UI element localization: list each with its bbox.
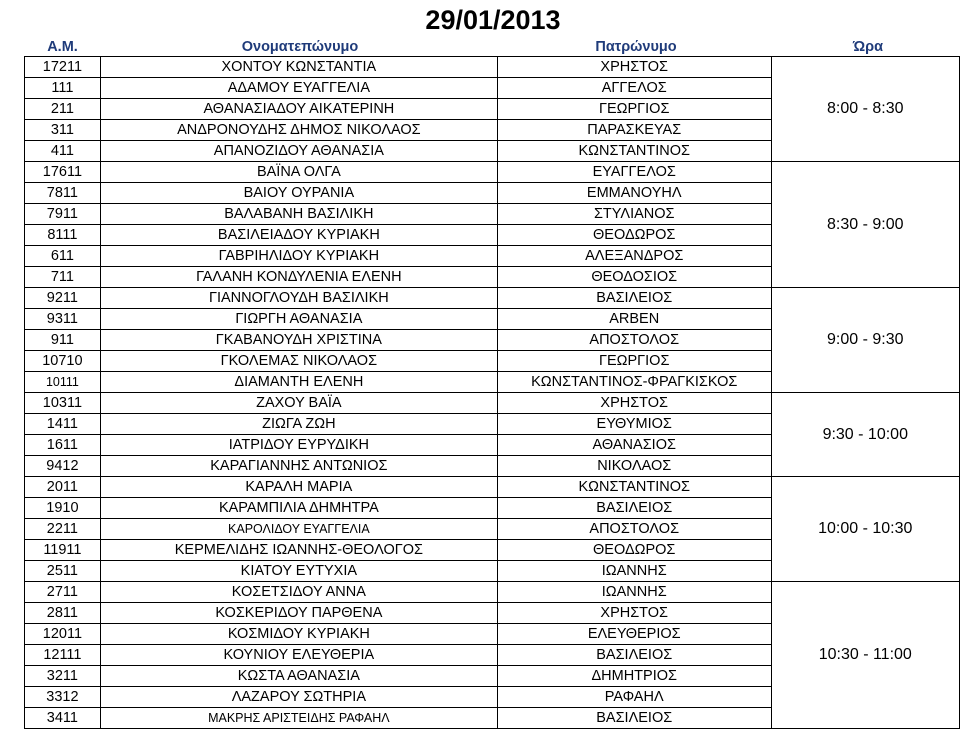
time-slot: 10:00 - 10:30 [771,477,959,582]
time-slot: 8:00 - 8:30 [771,57,959,162]
row-name: ΚΑΡΑΛΗ ΜΑΡΙΑ [100,477,497,498]
row-code: 9211 [25,288,101,309]
row-father: ΔΗΜΗΤΡΙΟΣ [497,666,771,687]
row-father: ARBEN [497,309,771,330]
row-code: 611 [25,246,101,267]
row-code: 1611 [25,435,101,456]
time-slot: 9:30 - 10:00 [771,393,959,477]
row-father: ΘΕΟΔΩΡΟΣ [497,225,771,246]
row-code: 911 [25,330,101,351]
row-father: ΑΓΓΕΛΟΣ [497,78,771,99]
row-code: 12011 [25,624,101,645]
row-name: ΑΝΔΡΟΝΟΥΔΗΣ ΔΗΜΟΣ ΝΙΚΟΛΑΟΣ [100,120,497,141]
row-code: 2211 [25,519,101,540]
row-code: 17211 [25,57,101,78]
row-father: ΧΡΗΣΤΟΣ [497,57,771,78]
row-code: 9311 [25,309,101,330]
row-father: ΚΩΝΣΤΑΝΤΙΝΟΣ [497,477,771,498]
row-name: ΑΠΑΝΟΖΙΔΟΥ ΑΘΑΝΑΣΙΑ [100,141,497,162]
table-row [25,162,960,183]
row-father: ΘΕΟΔΩΡΟΣ [497,540,771,561]
table-row [25,288,960,309]
table-row [25,582,960,603]
row-code: 411 [25,141,101,162]
row-father: ΚΩΝΣΤΑΝΤΙΝΟΣ [497,141,771,162]
row-code: 1910 [25,498,101,519]
row-code: 10311 [25,393,101,414]
row-code: 111 [25,78,101,99]
row-name: ΚΑΡΑΓΙΑΝΝΗΣ ΑΝΤΩΝΙΟΣ [100,456,497,477]
row-father: ΧΡΗΣΤΟΣ [497,393,771,414]
row-name: ΑΔΑΜΟΥ ΕΥΑΓΓΕΛΙΑ [100,78,497,99]
header-am: Α.Μ. [47,39,78,55]
row-code: 9412 [25,456,101,477]
row-name: ΚΟΣΕΤΣΙΔΟΥ ΑΝΝΑ [100,582,497,603]
row-father: ΠΑΡΑΣΚΕΥΑΣ [497,120,771,141]
row-name: ΓΚΑΒΑΝΟΥΔΗ ΧΡΙΣΤΙΝΑ [100,330,497,351]
row-father: ΙΩΑΝΝΗΣ [497,582,771,603]
row-name: ΧΟΝΤΟΥ ΚΩΝΣΤΑΝΤΙΑ [100,57,497,78]
row-name: ΜΑΚΡΗΣ ΑΡΙΣΤΕΙΔΗΣ ΡΑΦΑΗΛ [100,708,497,729]
header-name: Ονοματεπώνυμο [241,39,359,55]
row-father: ΕΥΑΓΓΕΛΟΣ [497,162,771,183]
row-father: ΓΕΩΡΓΙΟΣ [497,351,771,372]
schedule-table [24,56,960,729]
row-father: ΒΑΣΙΛΕΙΟΣ [497,645,771,666]
row-father: ΧΡΗΣΤΟΣ [497,603,771,624]
row-code: 7911 [25,204,101,225]
row-code: 10111 [25,372,101,393]
row-code: 3411 [25,708,101,729]
row-code: 311 [25,120,101,141]
row-name: ΖΙΩΓΑ ΖΩΗ [100,414,497,435]
row-code: 3312 [25,687,101,708]
row-name: ΒΑΣΙΛΕΙΑΔΟΥ ΚΥΡΙΑΚΗ [100,225,497,246]
page-title-date: 29/01/2013 [425,5,561,35]
row-code: 10710 [25,351,101,372]
row-father: ΕΥΘΥΜΙΟΣ [497,414,771,435]
row-name: ΒΑΙΟΥ ΟΥΡΑΝΙΑ [100,183,497,204]
time-slot: 9:00 - 9:30 [771,288,959,393]
row-code: 12111 [25,645,101,666]
row-code: 1411 [25,414,101,435]
row-father: ΝΙΚΟΛΑΟΣ [497,456,771,477]
row-code: 2511 [25,561,101,582]
row-father: ΒΑΣΙΛΕΙΟΣ [497,288,771,309]
row-name: ΚΟΣΜΙΔΟΥ ΚΥΡΙΑΚΗ [100,624,497,645]
row-name: ΒΑΛΑΒΑΝΗ ΒΑΣΙΛΙΚΗ [100,204,497,225]
row-code: 2811 [25,603,101,624]
row-code: 2011 [25,477,101,498]
row-name: ΖΑΧΟΥ ΒΑΪΑ [100,393,497,414]
row-code: 17611 [25,162,101,183]
row-name: ΔΙΑΜΑΝΤΗ ΕΛΕΝΗ [100,372,497,393]
row-name: ΙΑΤΡΙΔΟΥ ΕΥΡΥΔΙΚΗ [100,435,497,456]
row-code: 2711 [25,582,101,603]
row-name: ΓΙΩΡΓΗ ΑΘΑΝΑΣΙΑ [100,309,497,330]
row-name: ΑΘΑΝΑΣΙΑΔΟΥ ΑΙΚΑΤΕΡΙΝΗ [100,99,497,120]
row-name: ΒΑΪΝΑ ΟΛΓΑ [100,162,497,183]
row-name: ΚΕΡΜΕΛΙΔΗΣ ΙΩΑΝΝΗΣ-ΘΕΟΛΟΓΟΣ [100,540,497,561]
row-father: ΣΤΥΛΙΑΝΟΣ [497,204,771,225]
header-father: Πατρώνυμο [595,39,677,55]
row-father: ΒΑΣΙΛΕΙΟΣ [497,498,771,519]
row-name: ΚΩΣΤΑ ΑΘΑΝΑΣΙΑ [100,666,497,687]
row-name: ΓΑΒΡΙΗΛΙΔΟΥ ΚΥΡΙΑΚΗ [100,246,497,267]
row-code: 211 [25,99,101,120]
table-row [25,57,960,78]
row-name: ΚΟΥΝΙΟΥ ΕΛΕΥΘΕΡΙΑ [100,645,497,666]
row-father: ΕΜΜΑΝΟΥΗΛ [497,183,771,204]
row-name: ΚΙΑΤΟΥ ΕΥΤΥΧΙΑ [100,561,497,582]
row-father: ΚΩΝΣΤΑΝΤΙΝΟΣ-ΦΡΑΓΚΙΣΚΟΣ [497,372,771,393]
row-name: ΓΚΟΛΕΜΑΣ ΝΙΚΟΛΑΟΣ [100,351,497,372]
time-slot: 10:30 - 11:00 [771,582,959,729]
row-name: ΛΑΖΑΡΟΥ ΣΩΤΗΡΙΑ [100,687,497,708]
table-row [25,393,960,414]
time-slot: 8:30 - 9:00 [771,162,959,288]
row-father: ΒΑΣΙΛΕΙΟΣ [497,708,771,729]
row-name: ΚΑΡΑΜΠΙΛΙΑ ΔΗΜΗΤΡΑ [100,498,497,519]
header-time: Ώρα [852,39,884,55]
row-father: ΑΠΟΣΤΟΛΟΣ [497,330,771,351]
row-code: 11911 [25,540,101,561]
row-father: ΓΕΩΡΓΙΟΣ [497,99,771,120]
row-father: ΑΘΑΝΑΣΙΟΣ [497,435,771,456]
row-father: ΘΕΟΔΟΣΙΟΣ [497,267,771,288]
table-row [25,477,960,498]
row-name: ΚΟΣΚΕΡΙΔΟΥ ΠΑΡΘΕΝΑ [100,603,497,624]
row-code: 7811 [25,183,101,204]
row-code: 8111 [25,225,101,246]
row-father: ΑΠΟΣΤΟΛΟΣ [497,519,771,540]
row-father: ΑΛΕΞΑΝΔΡΟΣ [497,246,771,267]
row-code: 711 [25,267,101,288]
row-name: ΚΑΡΟΛΙΔΟΥ ΕΥΑΓΓΕΛΙΑ [100,519,497,540]
row-name: ΓΙΑΝΝΟΓΛΟΥΔΗ ΒΑΣΙΛΙΚΗ [100,288,497,309]
row-name: ΓΑΛΑΝΗ ΚΟΝΔΥΛΕΝΙΑ ΕΛΕΝΗ [100,267,497,288]
row-code: 3211 [25,666,101,687]
row-father: ΙΩΑΝΝΗΣ [497,561,771,582]
row-father: ΡΑΦΑΗΛ [497,687,771,708]
row-father: ΕΛΕΥΘΕΡΙΟΣ [497,624,771,645]
